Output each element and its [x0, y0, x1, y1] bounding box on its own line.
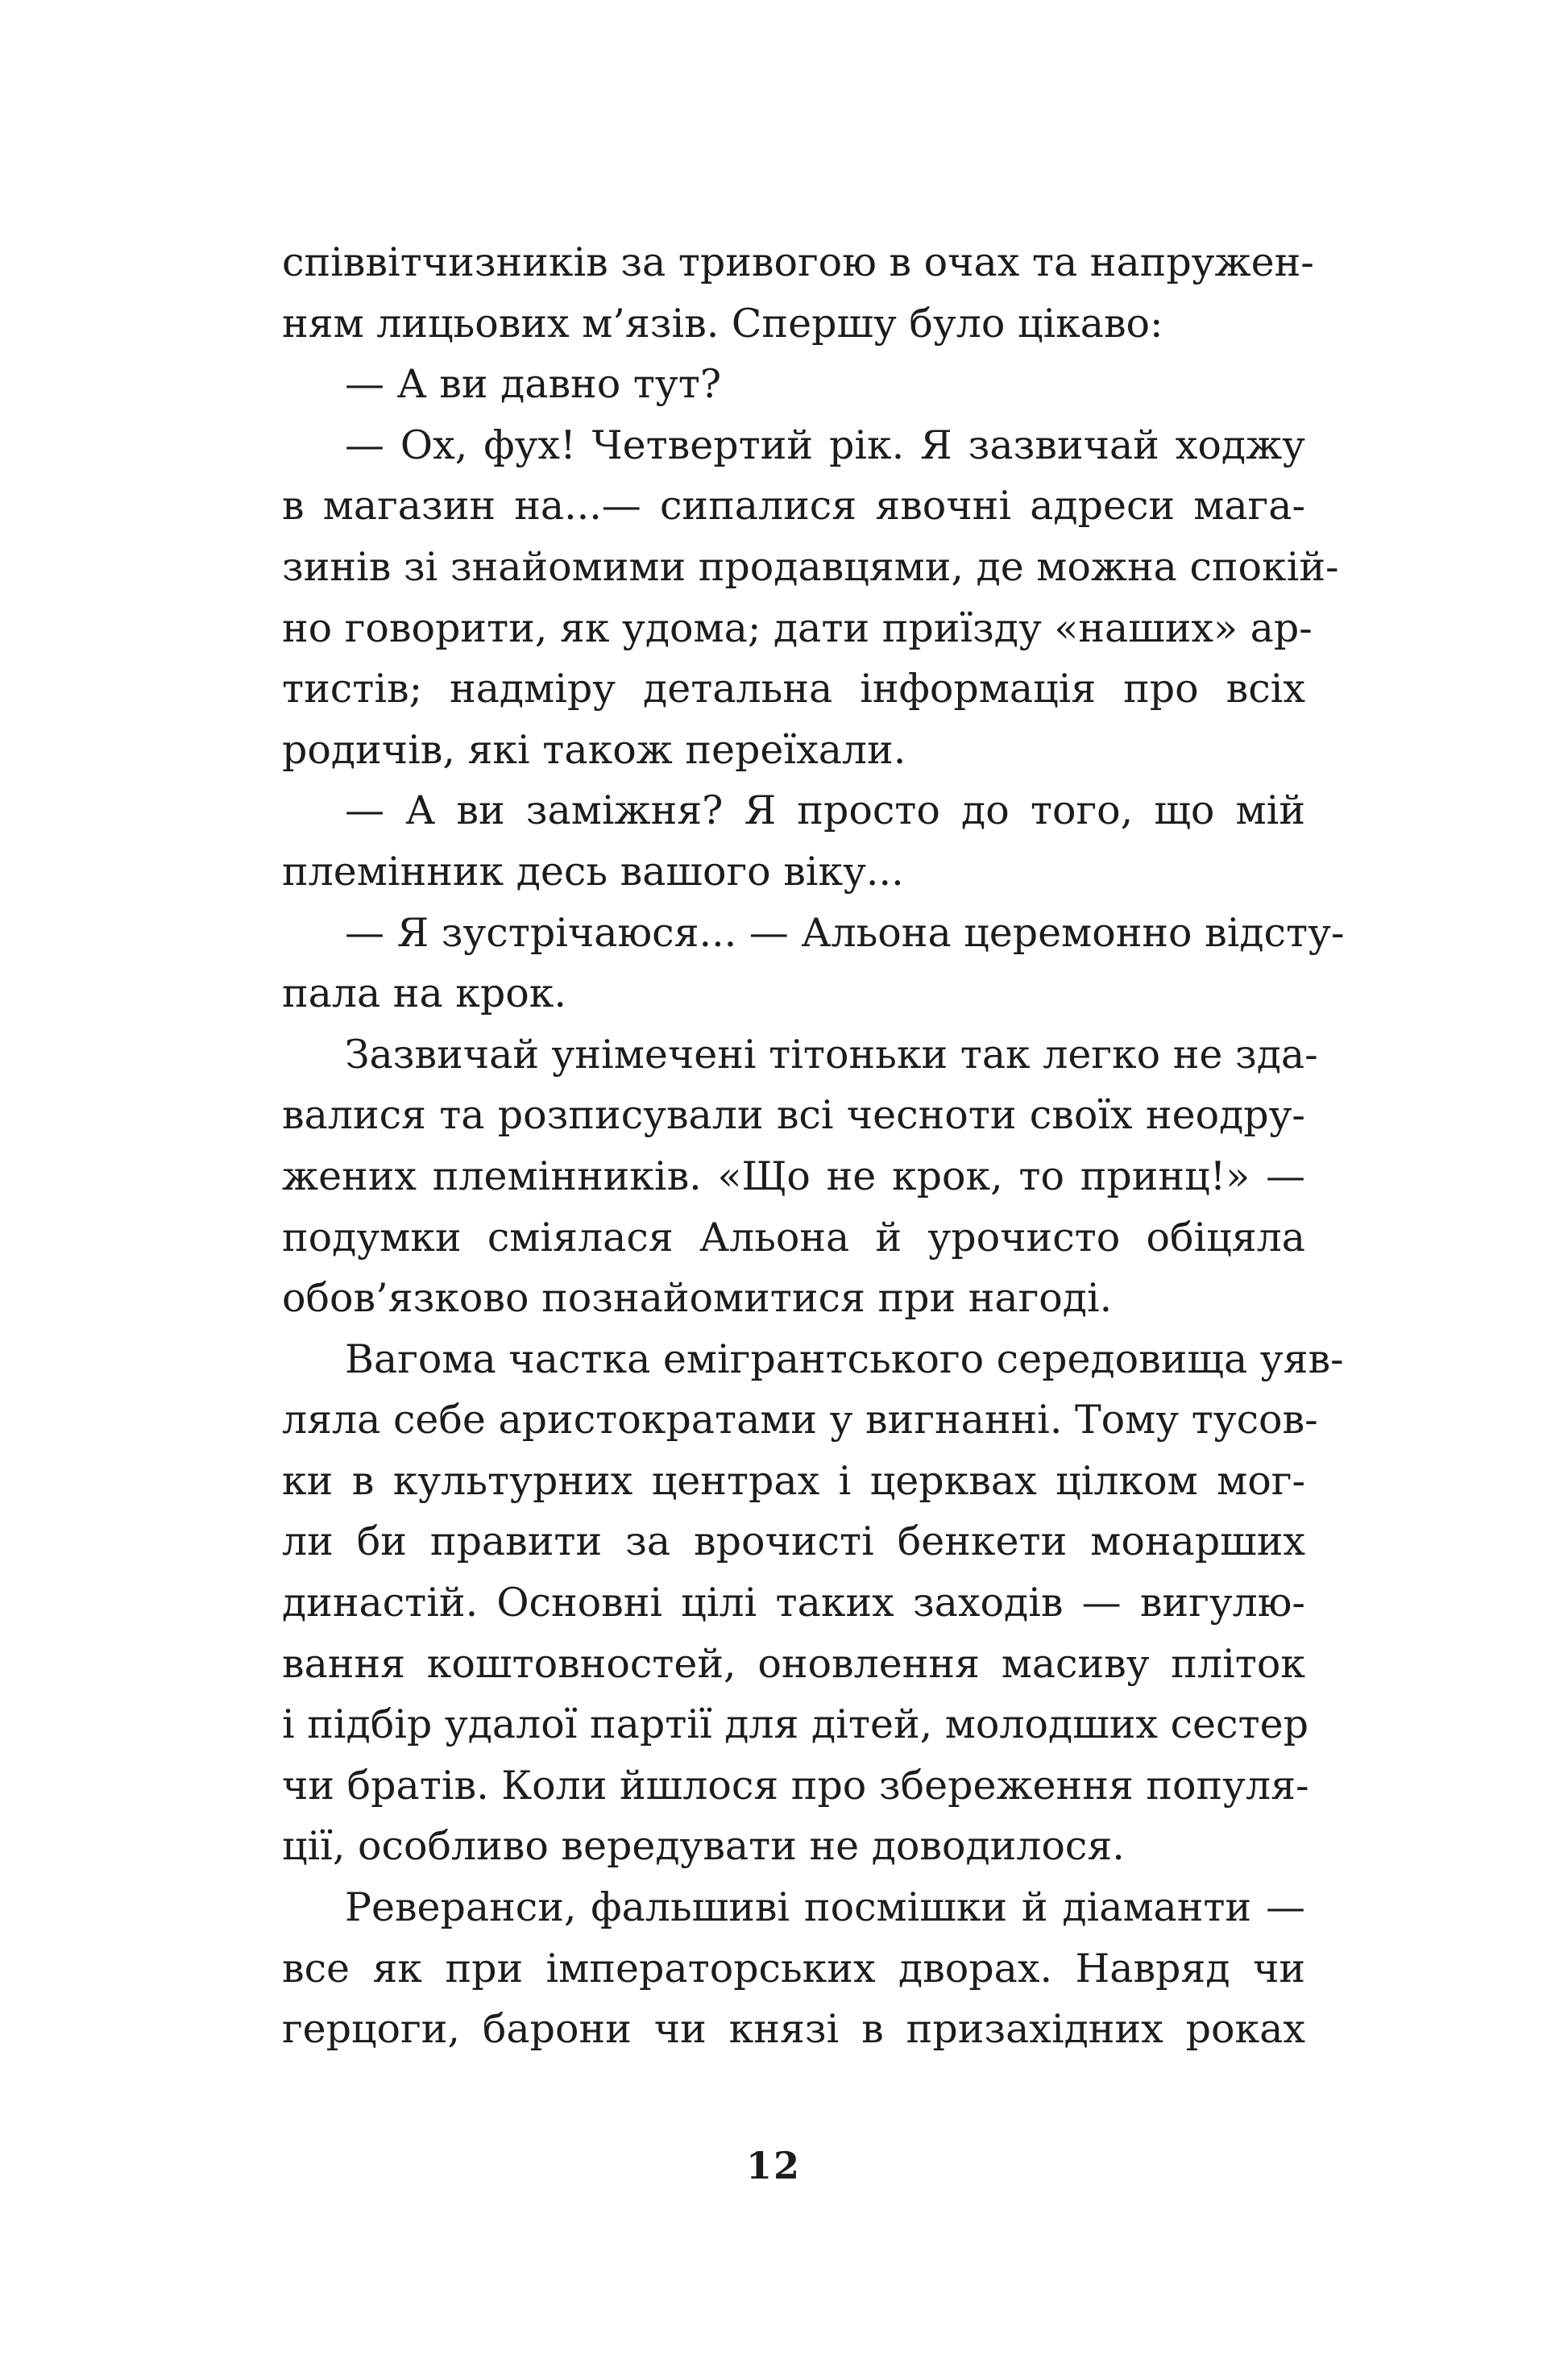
dialogue-line: — Я зустрічаюся... — Альона церемонно відсту- [345, 909, 1345, 956]
dialogue-line: — Ох, фух! Четвертий рік. Я зазвичай ходжу [345, 422, 1305, 468]
text-line: обов’язково познайомитися при нагоді. [282, 1275, 1113, 1322]
dialogue-line: — А ви заміжня? Я просто до того, що мій [345, 787, 1305, 834]
text-line: ції, особливо вередувати не доводилося. [282, 1823, 1125, 1870]
paragraph-first-line: Вагома частка емігрантського середовища уяв- [345, 1335, 1344, 1382]
text-line: подумки сміялася Альона й урочисто обіцяла [282, 1214, 1305, 1261]
text-line: династій. Основні цілі таких заходів — вигулю- [282, 1580, 1305, 1626]
text-line: чи братів. Коли йшлося про збереження популя- [282, 1762, 1309, 1809]
text-line: зинів зі знайомими продавцями, де можна спокій- [282, 543, 1339, 590]
text-line: валися та розписували всі чесноти своїх неодру- [282, 1092, 1305, 1139]
text-line: ли би правити за врочисті бенкети монарших [282, 1518, 1305, 1565]
text-line: співвітчизників за тривогою в очах та напружен- [282, 239, 1314, 285]
text-line: ням лицьових м’язів. Спершу було цікаво: [282, 300, 1163, 347]
paragraph-first-line: Зазвичай унімечені тітоньки так легко не зда- [345, 1031, 1318, 1078]
text-line: все як при імператорських дворах. Навряд чи [282, 1945, 1305, 1992]
paragraph-first-line: Реверанси, фальшиві посмішки й діаманти — [345, 1884, 1305, 1931]
text-line: пала на крок. [282, 970, 566, 1017]
page-number: 12 [745, 2144, 801, 2187]
text-line: ки в культурних центрах і церквах цілком мог- [282, 1457, 1305, 1504]
text-line: в магазин на...— сипалися явочні адреси мага- [282, 483, 1305, 530]
dialogue-line: — А ви давно тут? [345, 361, 722, 408]
text-line: родичів, які також переїхали. [282, 726, 906, 773]
text-line: герцоги, барони чи князі в призахідних роках [282, 2006, 1305, 2053]
body-text [282, 232, 1345, 2060]
text-line: і підбір удалої партії для дітей, молодших сестер [282, 1701, 1309, 1748]
text-line: жених племінників. «Що не крок, то принц!» — [282, 1153, 1305, 1199]
text-line: ляла себе аристократами у вигнанні. Тому тусов- [282, 1397, 1318, 1443]
text-line: племінник десь вашого віку... [282, 848, 904, 895]
text-line: вання коштовностей, оновлення масиву пліток [282, 1640, 1305, 1687]
text-line: но говорити, як удома; дати приїзду «наших» ар- [282, 604, 1313, 651]
text-line: тистів; надміру детальна інформація про всіх [282, 666, 1305, 712]
